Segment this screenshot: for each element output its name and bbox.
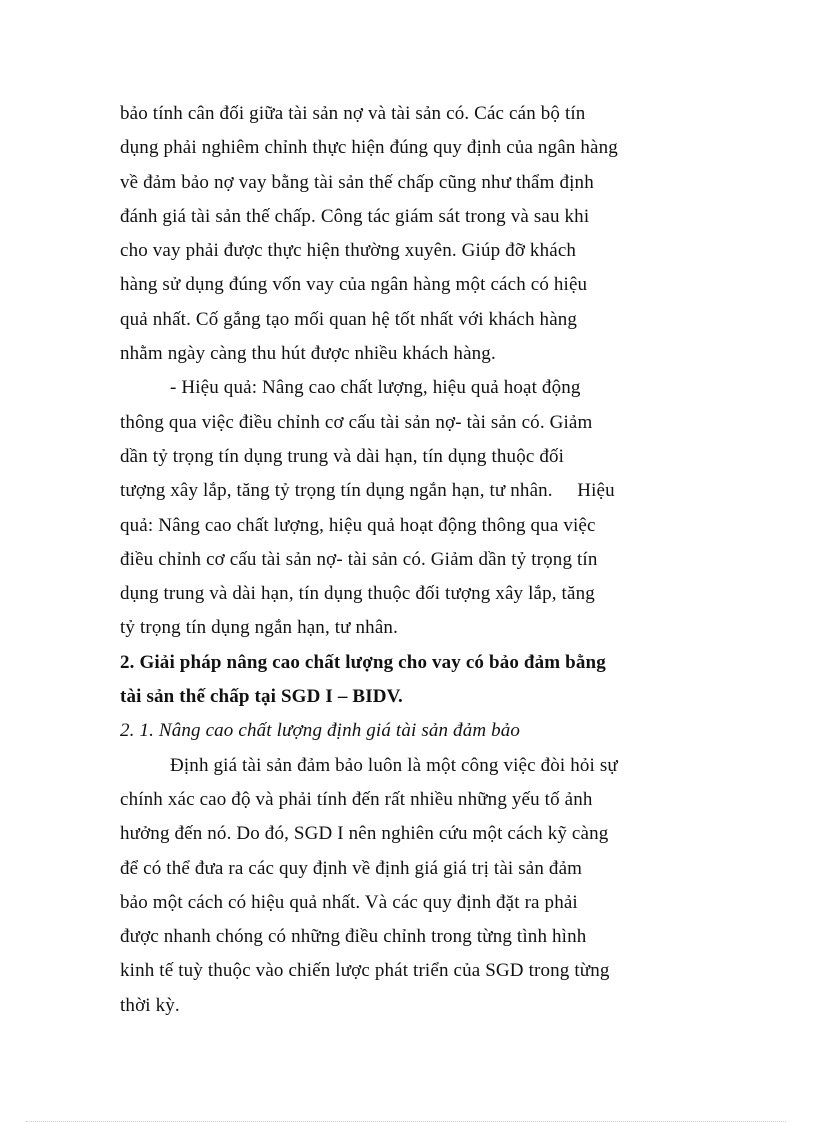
- text-line: điều chỉnh cơ cấu tài sản nợ- tài sản có. Giảm dần tỷ trọng tín: [120, 548, 598, 570]
- section-heading: tài sản thế chấp tại SGD I – BIDV.: [120, 686, 403, 708]
- text-line: thời kỳ.: [120, 994, 180, 1016]
- text-line: tượng xây lắp, tăng tỷ trọng tín dụng ngắn hạn, tư nhân. Hiệu: [120, 480, 615, 502]
- text-line: hàng sử dụng đúng vốn vay của ngân hàng một cách có hiệu: [120, 274, 588, 296]
- text-line: kinh tế tuỳ thuộc vào chiến lược phát triển của SGD trong từng: [120, 960, 610, 982]
- text-line: tỷ trọng tín dụng ngắn hạn, tư nhân.: [120, 617, 398, 639]
- text-line: về đảm bảo nợ vay bằng tài sản thế chấp cũng như thẩm định: [120, 171, 594, 193]
- text-line: dụng trung và dài hạn, tín dụng thuộc đối tượng xây lắp, tăng: [120, 583, 595, 605]
- subsection-heading: 2. 1. Nâng cao chất lượng định giá tài sản đảm bảo: [120, 720, 521, 742]
- text-line: cho vay phải được thực hiện thường xuyên. Giúp đỡ khách: [120, 240, 577, 262]
- text-line: đánh giá tài sản thế chấp. Công tác giám sát trong và sau khi: [120, 205, 590, 227]
- page-bottom-rule: [26, 1121, 786, 1122]
- text-line: dụng phải nghiêm chỉnh thực hiện đúng quy định của ngân hàng: [120, 137, 618, 159]
- section-heading: 2. Giải pháp nâng cao chất lượng cho vay có bảo đảm bằng: [120, 651, 606, 673]
- text-line: quả: Nâng cao chất lượng, hiệu quả hoạt động thông qua việc: [120, 514, 596, 536]
- text-line: - Hiệu quả: Nâng cao chất lượng, hiệu quả hoạt động: [170, 377, 581, 399]
- text-line: bảo một cách có hiệu quả nhất. Và các quy định đặt ra phải: [120, 891, 578, 913]
- body-text: [120, 97, 695, 1023]
- text-line: hưởng đến nó. Do đó, SGD I nên nghiên cứu một cách kỹ càng: [120, 823, 609, 845]
- text-line: được nhanh chóng có những điều chỉnh trong từng tình hình: [120, 926, 587, 948]
- text-line: quả nhất. Cố gắng tạo mối quan hệ tốt nhất với khách hàng: [120, 308, 578, 330]
- text-line: nhằm ngày càng thu hút được nhiều khách hàng.: [120, 343, 496, 365]
- text-line: chính xác cao độ và phải tính đến rất nhiều những yếu tố ảnh: [120, 788, 593, 810]
- text-line: Định giá tài sản đảm bảo luôn là một công việc đòi hỏi sự: [170, 754, 618, 776]
- text-line: bảo tính cân đối giữa tài sản nợ và tài sản có. Các cán bộ tín: [120, 103, 586, 124]
- text-line: thông qua việc điều chỉnh cơ cấu tài sản nợ- tài sản có. Giảm: [120, 411, 593, 433]
- text-line: dần tỷ trọng tín dụng trung và dài hạn, tín dụng thuộc đối: [120, 445, 565, 467]
- text-line: để có thể đưa ra các quy định về định giá giá trị tài sản đảm: [120, 857, 583, 879]
